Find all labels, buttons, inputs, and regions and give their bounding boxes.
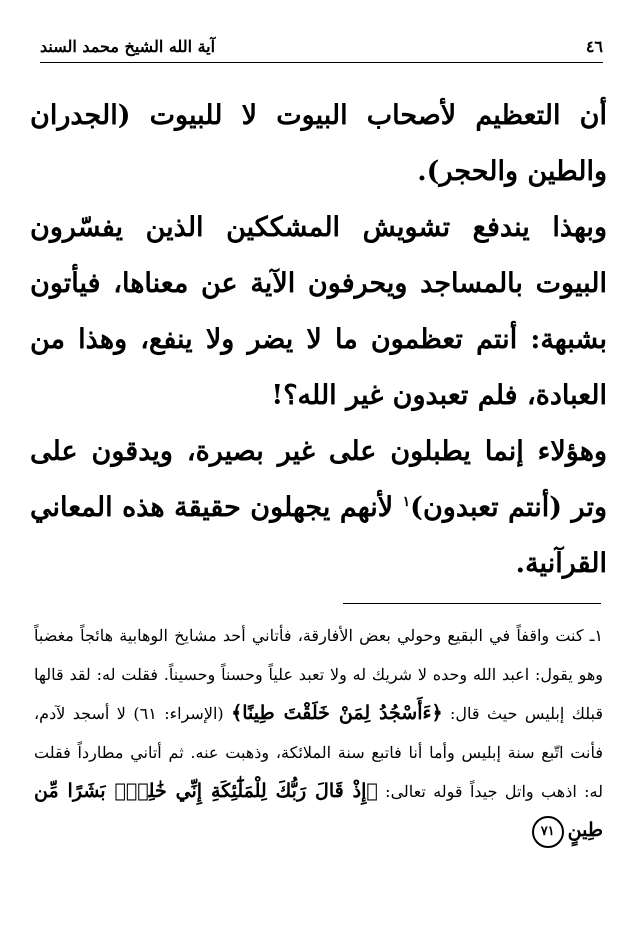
- running-header: [40, 26, 603, 56]
- quran-verse-2: ﴿إِذْ قَالَ رَبُّكَ لِلْمَلَٰٓئِكَةِ إِنِّي خَٰلِقٌۢ بَشَرًا مِّن طِينٍ: [34, 780, 603, 841]
- paragraph-2: وبهذا يندفع تشويش المشككين الذين يفسّرون البيوت بالمساجد ويحرفون الآية عن معناها، فيأتون بشبهة: أنتم تعظمون ما لا يضر ولا ينفع، وهذا من العبادة، فلم تعبدون غير الله؟!: [30, 212, 607, 411]
- footnote-separator: [343, 603, 601, 604]
- footnote-text: [34, 616, 603, 850]
- paragraph-3: [30, 424, 607, 592]
- header-rule: [40, 62, 603, 63]
- quran-verse-1: ﴿ءَأَسْجُدُ لِمَنْ خَلَقْتَ طِينًا﴾: [231, 702, 443, 724]
- paragraph-3-text-b: لأنهم يجهلون حقيقة هذه المعاني القرآنية.: [30, 492, 607, 579]
- footnote-text-b: (الإسراء: ٦١) لا أسجد لآدم، فأنت اتّبع سنة إبليس وأما أنا فاتبع سنة الملائكة، وذهبت عنه. ثم أتاني مطارداً فقلت له: اذهب واتل جيداً قوله تعالى:: [34, 704, 603, 801]
- footnote-marker[interactable]: ١: [402, 494, 411, 510]
- paragraph-1: أن التعظيم لأصحاب البيوت لا للبيوت (الجدران والطين والحجر).: [30, 100, 607, 187]
- main-text: [30, 88, 607, 592]
- running-title: آية الله الشيخ محمد السند: [40, 37, 216, 56]
- footnote-text-a: ١ـ كنت واقفاً في البقيع وحولي بعض الأفارقة، فأتاني أحد مشايخ الوهابية هائجاً مغضباً وهو يقول: اعبد الله وحده لا شريك له ولا تعبد علياً وحسناً وحسيناً. فقلت له: لقد قالها قبلك إبليس حيث قال:: [34, 626, 604, 723]
- ayah-number-ornament: ٧١: [532, 816, 564, 848]
- paragraph-3-text-a: وهؤلاء إنما يطبلون على غير بصيرة، ويدقون على وتر (أنتم تعبدون): [30, 436, 607, 523]
- footnote: [34, 616, 603, 850]
- page-number: ٤٦: [585, 37, 603, 56]
